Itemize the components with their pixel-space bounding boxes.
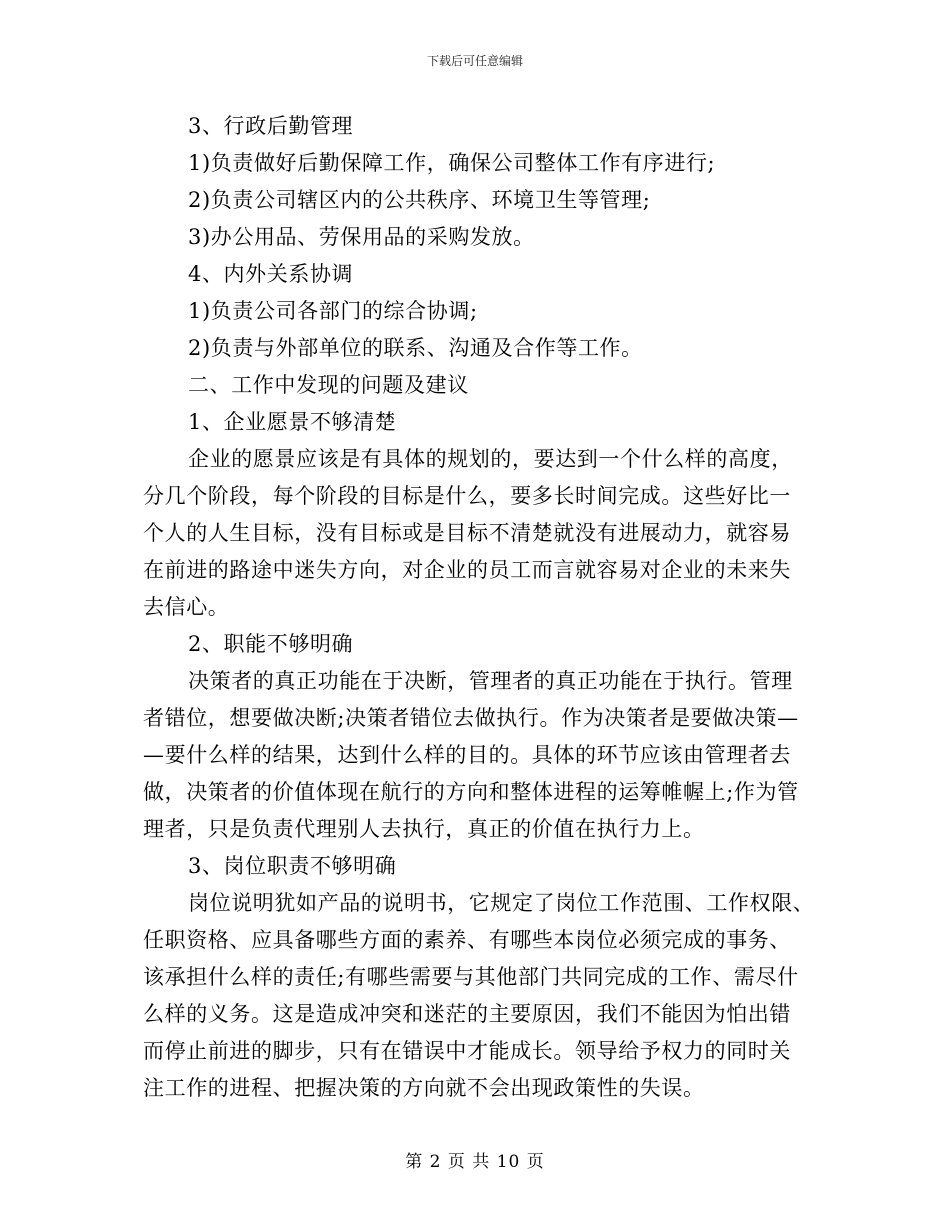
paragraph-line: 么样的义务。这是造成冲突和迷茫的主要原因，我们不能因为怕出错: [143, 1002, 791, 1026]
page-header: 下载后可任意编辑: [426, 54, 523, 68]
section-heading: 2、职能不够明确: [188, 632, 354, 656]
paragraph-line: 任职资格、应具备哪些方面的素养、有哪些本岗位必须完成的事务、: [143, 928, 791, 952]
paragraph-line: 分几个阶段，每个阶段的目标是什么，要多长时间完成。这些好比一: [143, 484, 791, 508]
paragraph-line: 做，决策者的价值体现在航行的方向和整体进程的运筹帷幄上;作为管: [143, 780, 799, 804]
list-item: 1)负责公司各部门的综合协调;: [188, 299, 478, 323]
section-heading: 3、岗位职责不够明确: [188, 854, 397, 878]
chapter-heading: 二、工作中发现的问题及建议: [188, 373, 469, 397]
paragraph-line: 注工作的进程、把握决策的方向就不会出现政策性的失误。: [143, 1076, 705, 1100]
paragraph-line: 个人的人生目标，没有目标或是目标不清楚就没有进展动力，就容易: [143, 521, 791, 545]
document-body: [143, 108, 815, 1107]
paragraph-line: 去信心。: [143, 595, 230, 619]
list-item: 1)负责做好后勤保障工作，确保公司整体工作有序进行;: [188, 151, 716, 175]
paragraph-line: 在前进的路途中迷失方向，对企业的员工而言就容易对企业的未来失: [143, 558, 791, 582]
paragraph-line: 岗位说明犹如产品的说明书，它规定了岗位工作范围、工作权限、: [188, 891, 815, 915]
paragraph-line: 该承担什么样的责任;有哪些需要与其他部门共同完成的工作、需尽什: [143, 965, 799, 989]
list-item: 3)办公用品、劳保用品的采购发放。: [188, 225, 535, 249]
paragraph-line: —要什么样的结果，达到什么样的目的。具体的环节应该由管理者去: [143, 743, 791, 767]
section-heading: 3、行政后勤管理: [188, 114, 354, 138]
paragraph-line: 者错位，想要做决断;决策者错位去做执行。作为决策者是要做决策—: [143, 706, 799, 730]
paragraph-line: 决策者的真正功能在于决断，管理者的真正功能在于执行。管理: [188, 669, 793, 693]
list-item: 2)负责与外部单位的联系、沟通及合作等工作。: [188, 336, 643, 360]
paragraph-line: 企业的愿景应该是有具体的规划的，要达到一个什么样的高度，: [188, 447, 793, 471]
section-heading: 1、企业愿景不够清楚: [188, 410, 397, 434]
paragraph-line: 而停止前进的脚步，只有在错误中才能成长。领导给予权力的同时关: [143, 1039, 791, 1063]
page-number: 第 2 页 共 10 页: [405, 1152, 545, 1172]
paragraph-line: 理者，只是负责代理别人去执行，真正的价值在执行力上。: [143, 817, 705, 841]
list-item: 2)负责公司辖区内的公共秩序、环境卫生等管理;: [188, 188, 651, 212]
section-heading: 4、内外关系协调: [188, 262, 354, 286]
